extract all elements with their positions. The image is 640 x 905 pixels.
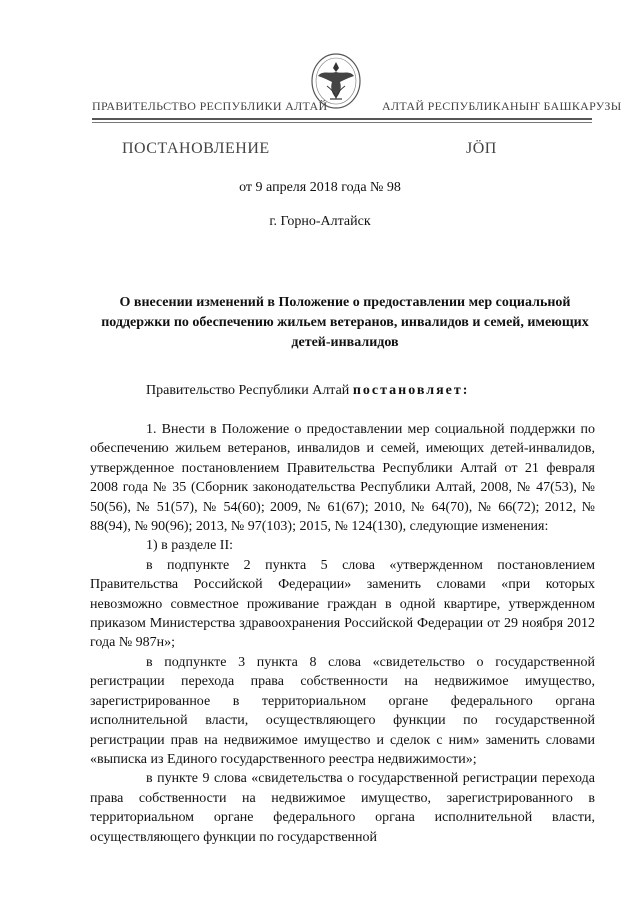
header-rule-thin [92,122,592,123]
paragraph: 1. Внести в Положение о предоставлении мер социальной поддержки по обеспечению жильем ветеранов, инвалидов и семей, имеющих детей-инвалидов, утвержденное постановлением Правительства Республики Алтай от 21 февраля 2008 года № 35 (Сборник законодательства Республики Алтай, 2008, № 47(53), № 50(56), № 51(57), № 54(60); 2009, № 61(67); 2010, № 64(70), № 66(72); 2012, № 88(94), № 90(96); 2013, № 97(103); 2015, № 124(130), следующие изменения: [90,422,595,535]
preamble [146,383,469,399]
paragraph: 1) в разделе II: [146,538,234,554]
doc-type: ПОСТАНОВЛЕНИЕ [122,140,270,157]
paragraph: в подпункте 2 пункта 5 слова «утвержденном постановлением Правительства Российской Федерации» заменить словами «при которых невозможно совместное проживание граждан в одной квартире, утвержденном приказом Министерства здравоохранения Российской Федерации от 29 ноября 2012 года № 987н»; [90,557,595,651]
header-left-text: ПРАВИТЕЛЬСТВО РЕСПУБЛИКИ АЛТАЙ [92,99,328,113]
preamble-prefix: Правительство Республики Алтай [146,383,353,398]
header-rule [92,118,592,120]
paragraph: в пункте 9 слова «свидетельства о государственной регистрации перехода права собственности на недвижимое имущество, зарегистрированного в территориальном органе федерального органа исполнительной власти, осуществляющего функции по государственной [90,771,595,845]
doc-type-alt: ЈӦП [466,140,497,157]
preamble-action: постановляет: [352,383,470,398]
date-line: от 9 апреля 2018 года № 98 [239,180,401,195]
header-right-text: АЛТАЙ РЕСПУБЛИКАНЫҤ БАШКАРУЗЫ [382,99,622,113]
city-line: г. Горно-Алтайск [269,214,371,229]
document-title: О внесении изменений в Положение о предоставлении мер социальной поддержки по обеспечению жильем ветеранов, инвалидов и семей, имеющих детей-инвалидов [101,295,589,350]
document-body [90,420,595,847]
paragraph: в подпункте 3 пункта 8 слова «свидетельство о государственной регистрации перехода права собственности на недвижимое имущество, зарегистрированное в территориальном органе федерального органа исполнительной власти, осуществляющего функции по государственной регистрации прав на недвижимое имущество и сделок с ним» заменить словами «выписка из Единого государственного реестра недвижимости»; [90,654,595,767]
